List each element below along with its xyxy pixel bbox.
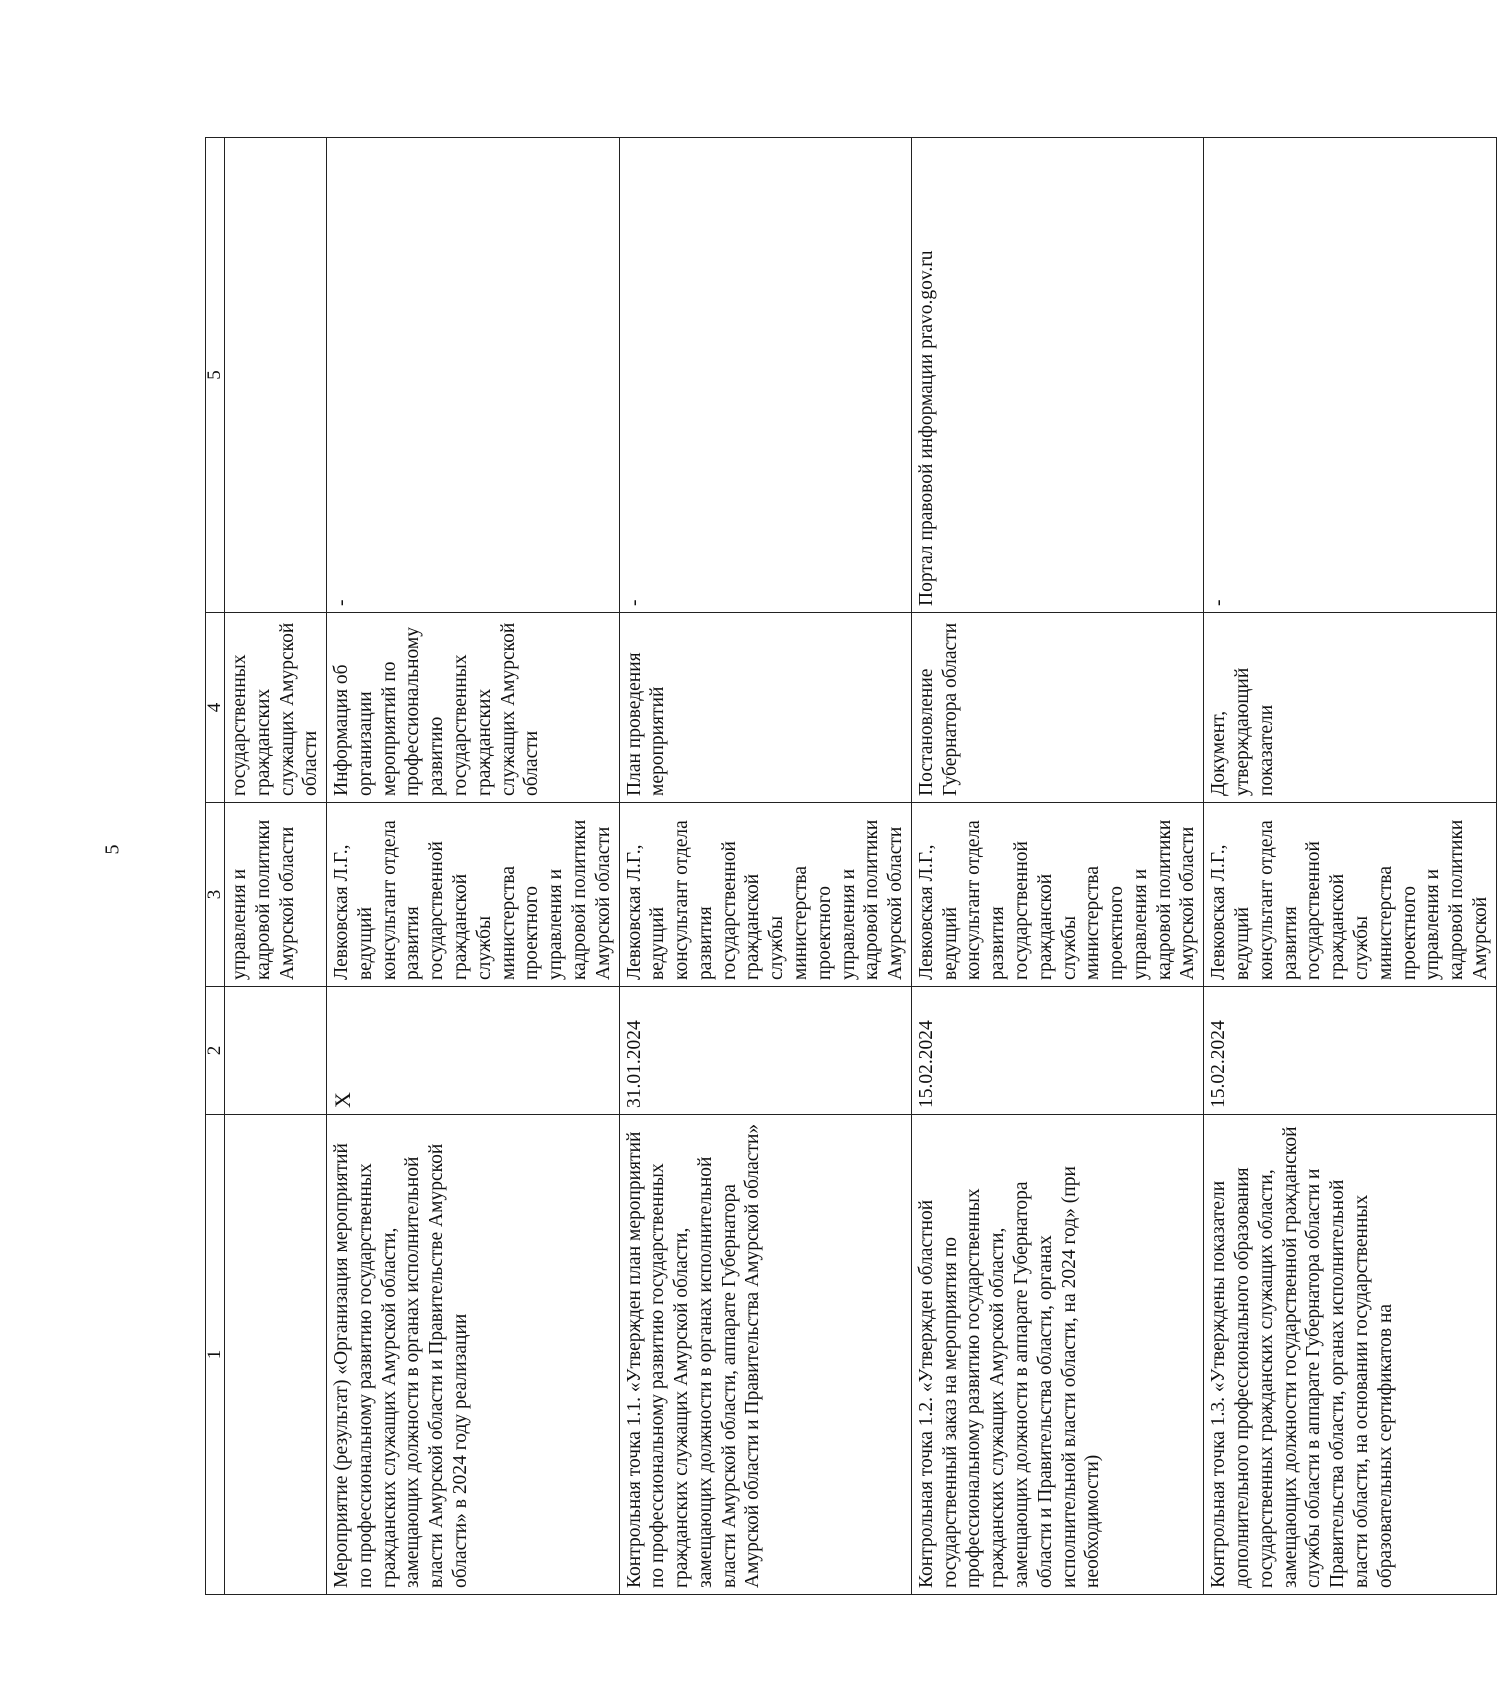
header-cell: 3 (206, 803, 225, 987)
event-cell (225, 1115, 327, 1595)
source-cell (225, 138, 327, 613)
page-number: 5 (101, 844, 124, 855)
event-cell: Контрольная точка 1.3. «Утверждены показатели дополнительного профессионального образования государственных гражданских служащих области, замещающих должности государственной гражданской службы области в аппарате Губернатора области и Правительства области, органах исполнительной власти области, на основании государственных образовательных сертификатов на (1204, 1115, 1496, 1595)
date-cell: 15.02.2024 (1204, 987, 1496, 1115)
table-row (911, 138, 1203, 1595)
source-cell: - (619, 138, 911, 613)
responsible-cell: Левковская Л.Г., ведущий консультант отдела развития государственной гражданской службы министерства проектного управления и кадровой политики Амурской области (327, 803, 619, 987)
responsible-cell: Левковская Л.Г., ведущий консультант отдела развития государственной гражданской службы министерства проектного управления и кадровой политики Амурской области (911, 803, 1203, 987)
table-row (619, 138, 911, 1595)
rotated-table-container (204, 137, 1491, 1595)
event-cell: Контрольная точка 1.2. «Утвержден областной государственный заказ на мероприятия по профессиональному развитию государственных гражданских служащих Амурской области, замещающих должности в аппарате Губернатора области и Правительства области, органах исполнительной власти области, на 2024 год» (при необходимости) (911, 1115, 1203, 1595)
responsible-cell: Левковская Л.Г., ведущий консультант отдела развития государственной гражданской службы министерства проектного управления и кадровой политики Амурской области (619, 803, 911, 987)
document-cell: Постановление Губернатора области (911, 613, 1203, 803)
responsible-cell: Левковская Л.Г., ведущий консультант отдела развития государственной гражданской службы министерства проектного управления и кадровой политики Амурской (1204, 803, 1496, 987)
document-cell: государственных гражданских служащих Амурской области (225, 613, 327, 803)
source-cell: Портал правовой информации pravo.gov.ru (911, 138, 1203, 613)
date-cell: 15.02.2024 (911, 987, 1203, 1115)
table-row (225, 138, 327, 1595)
document-cell: Информация об организации мероприятий по профессиональному развитию государственных гражданских служащих Амурской области (327, 613, 619, 803)
event-cell: Контрольная точка 1.1. «Утвержден план мероприятий по профессиональному развитию государственных гражданских служащих Амурской области, замещающих должности в органах исполнительной власти Амурской области, аппарате Губернатора Амурской области и Правительства Амурской области» (619, 1115, 911, 1595)
plan-table (205, 137, 1497, 1595)
date-cell: X (327, 987, 619, 1115)
date-cell: 31.01.2024 (619, 987, 911, 1115)
header-cell: 2 (206, 987, 225, 1115)
document-cell: Документ, утверждающий показатели (1204, 613, 1496, 803)
header-row (206, 138, 225, 1595)
header-cell: 4 (206, 613, 225, 803)
source-cell: - (327, 138, 619, 613)
event-cell: Мероприятие (результат) «Организация мероприятий по профессиональному развитию государственных гражданских служащих Амурской области, замещающих должности в органах исполнительной власти Амурской области и Правительстве Амурской области» в 2024 году реализации (327, 1115, 619, 1595)
source-cell: - (1204, 138, 1496, 613)
header-cell: 5 (206, 138, 225, 613)
table-row (327, 138, 619, 1595)
date-cell (225, 987, 327, 1115)
table-row (1204, 138, 1496, 1595)
header-cell: 1 (206, 1115, 225, 1595)
document-cell: План проведения мероприятий (619, 613, 911, 803)
responsible-cell: управления и кадровой политики Амурской области (225, 803, 327, 987)
